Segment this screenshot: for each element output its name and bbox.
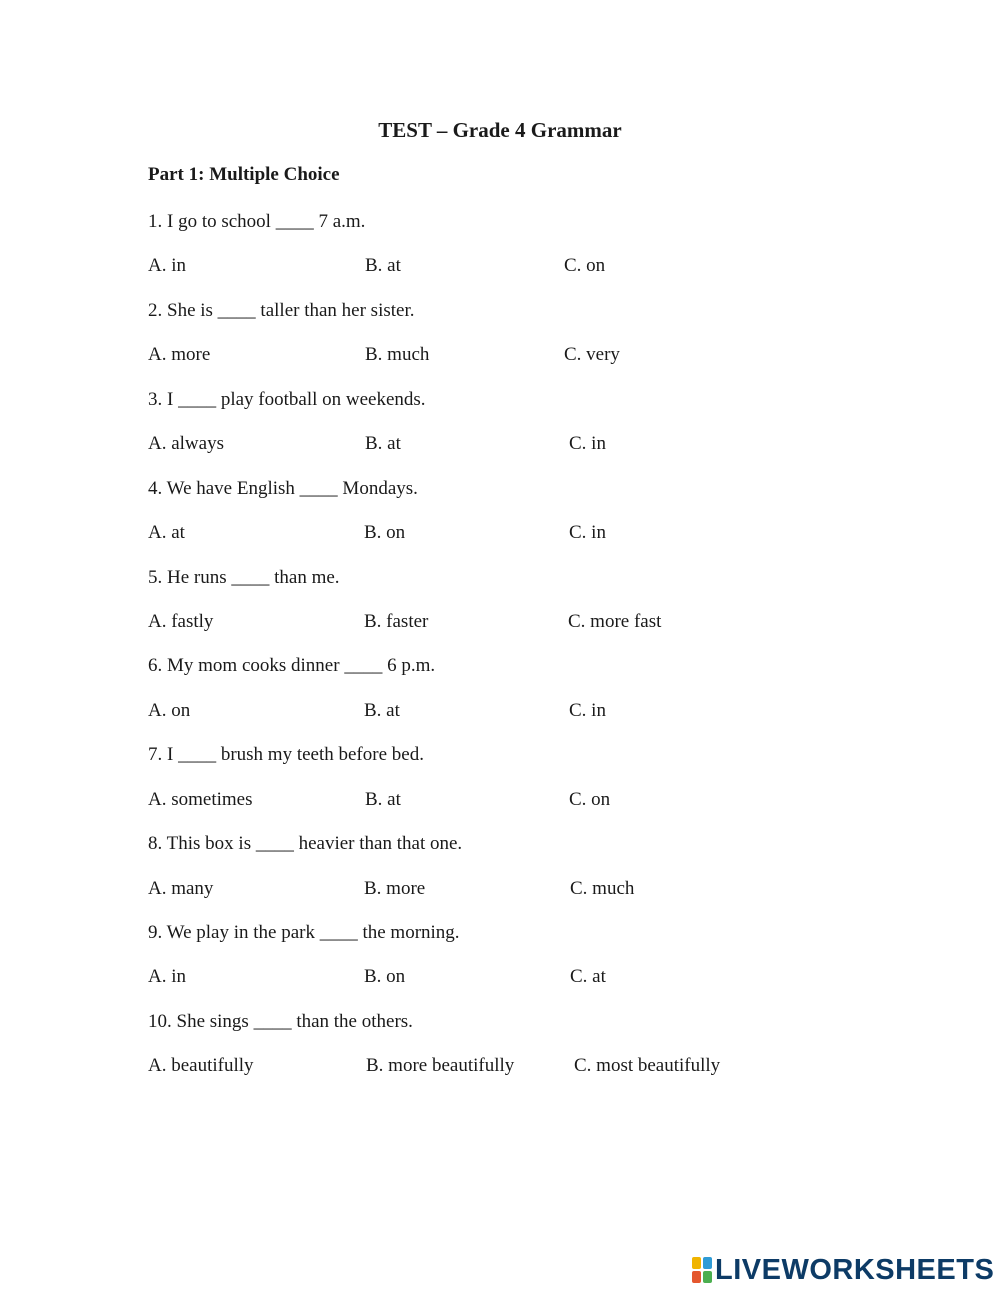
- option-c[interactable]: C. on: [569, 789, 611, 810]
- question-9: 9. We play in the park ____ the morning.: [148, 922, 460, 943]
- question-7: 7. I ____ brush my teeth before bed.: [148, 744, 424, 765]
- option-b[interactable]: B. on: [364, 522, 406, 543]
- question-8: 8. This box is ____ heavier than that one.: [148, 833, 463, 854]
- option-a[interactable]: A. on: [148, 700, 191, 721]
- option-c[interactable]: C. more fast: [568, 611, 662, 632]
- option-a[interactable]: A. sometimes: [148, 789, 253, 810]
- logo-mark-icon: [692, 1257, 712, 1283]
- option-c[interactable]: C. most beautifully: [574, 1055, 721, 1076]
- option-b[interactable]: B. at: [364, 700, 400, 721]
- option-b[interactable]: B. faster: [364, 611, 429, 632]
- option-c[interactable]: C. much: [570, 878, 635, 899]
- option-c[interactable]: C. at: [570, 966, 606, 987]
- option-a[interactable]: A. always: [148, 433, 224, 454]
- option-c[interactable]: C. in: [569, 700, 606, 721]
- option-c[interactable]: C. in: [569, 522, 606, 543]
- option-a[interactable]: A. in: [148, 966, 186, 987]
- option-b[interactable]: B. at: [365, 433, 401, 454]
- option-a[interactable]: A. beautifully: [148, 1055, 254, 1076]
- option-c[interactable]: C. on: [564, 255, 606, 276]
- option-c[interactable]: C. in: [569, 433, 606, 454]
- part-heading: Part 1: Multiple Choice: [148, 164, 340, 185]
- question-5: 5. He runs ____ than me.: [148, 567, 340, 588]
- question-3: 3. I ____ play football on weekends.: [148, 389, 426, 410]
- option-a[interactable]: A. many: [148, 878, 214, 899]
- liveworksheets-logo[interactable]: [692, 1253, 994, 1287]
- option-b[interactable]: B. much: [365, 344, 430, 365]
- option-b[interactable]: B. at: [365, 255, 401, 276]
- option-c[interactable]: C. very: [564, 344, 620, 365]
- page-title: TEST – Grade 4 Grammar: [378, 118, 622, 142]
- option-b[interactable]: B. at: [365, 789, 401, 810]
- option-a[interactable]: A. in: [148, 255, 186, 276]
- option-a[interactable]: A. more: [148, 344, 211, 365]
- question-2: 2. She is ____ taller than her sister.: [148, 300, 415, 321]
- option-a[interactable]: A. fastly: [148, 611, 214, 632]
- question-6: 6. My mom cooks dinner ____ 6 p.m.: [148, 655, 436, 676]
- question-4: 4. We have English ____ Mondays.: [148, 478, 418, 499]
- logo-text: LIVEWORKSHEETS: [715, 1253, 995, 1286]
- question-1: 1. I go to school ____ 7 a.m.: [148, 211, 366, 232]
- option-b[interactable]: B. on: [364, 966, 406, 987]
- option-a[interactable]: A. at: [148, 522, 185, 543]
- option-b[interactable]: B. more beautifully: [366, 1055, 515, 1076]
- option-b[interactable]: B. more: [364, 878, 426, 899]
- question-10: 10. She sings ____ than the others.: [148, 1011, 413, 1032]
